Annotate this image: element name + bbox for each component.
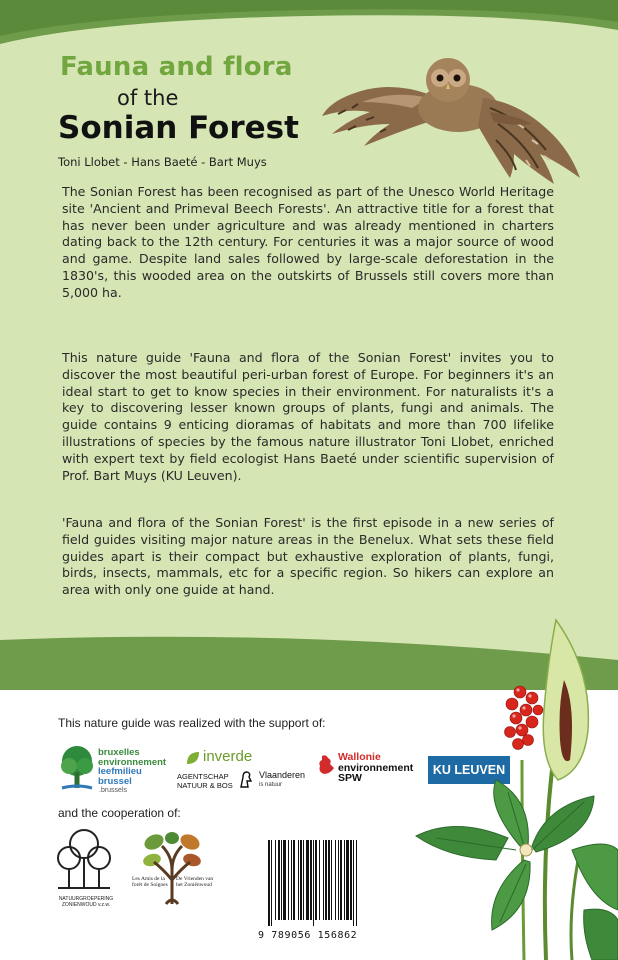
ku-leuven-logo: KU LEUVEN bbox=[428, 756, 510, 784]
nz-line-1: NATUURGROEPERING bbox=[58, 896, 114, 902]
rooster-icon bbox=[316, 754, 336, 776]
paragraph-3: 'Fauna and flora of the Sonian Forest' is the first episode in a new series of field guides visiting major nature areas in the Benelux. What sets these field guides apart is their compact but exhaustive exploration of plants, fungi, birds, insects, mammals, etc for a specific region. So hikers can explore an area with only one guide at hand. bbox=[62, 515, 554, 598]
anb-line-1: AGENTSCHAP bbox=[177, 772, 229, 781]
inverde-logo bbox=[177, 748, 307, 800]
natuurgroepering-text bbox=[54, 896, 118, 908]
brussels-line-4: brussel bbox=[98, 775, 132, 787]
tree-icon bbox=[58, 744, 96, 792]
barcode-bars bbox=[266, 840, 386, 926]
barcode bbox=[256, 836, 398, 948]
flemish-lion-icon bbox=[237, 769, 255, 789]
title-line-2: of the bbox=[117, 86, 179, 110]
wallonie-line-2: environnement bbox=[338, 761, 414, 774]
brussels-line-1: bruxelles bbox=[98, 747, 140, 758]
tree-leaves-icon bbox=[140, 830, 204, 906]
paragraph-2: This nature guide 'Fauna and flora of the Sonian Forest' invites you to discover the most beautiful peri-urban forest of Europe. For beginners it's an ideal start to get to know species in their environment. For naturalists it's a key to discovering lesser known groups of plants, fungi and animals. The guide contains 9 enticing dioramas of habitats and more than 700 lifelike illustrations of species by the famous nature illustrator Toni Llobet, enriched with expert text by field ecologist Hans Baeté under scientific supervision of Prof. Bart Muys (KU Leuven). bbox=[62, 350, 554, 483]
inverde-leaf-icon bbox=[185, 750, 201, 766]
brussels-environment-logo bbox=[58, 744, 188, 796]
cooperation-label: and the cooperation of: bbox=[58, 806, 181, 820]
anb-text bbox=[177, 772, 233, 790]
title-line-1: Fauna and flora bbox=[60, 52, 293, 82]
owl-illustration bbox=[318, 50, 590, 186]
arum-plant-illustration bbox=[396, 610, 618, 960]
amis-text-fr: Les Amis de la forêt de Soignes bbox=[132, 876, 168, 888]
authors: Toni Llobet - Hans Baeté - Bart Muys bbox=[58, 155, 267, 169]
inverde-wordmark: inverde bbox=[203, 748, 253, 765]
paragraph-1: The Sonian Forest has been recognised as part of the Unesco World Heritage site 'Ancient and Primeval Beech Forests'. An attractive title for a forest that has never been under agriculture and was already mentioned in charters dating back to the 12th century. For centuries it was a major source of wood and game. Despite land sales followed by large-scale deforestation in the 1830's, this wooded area on the outskirts of Brussels still covers more than 5,000 ha. bbox=[62, 184, 554, 300]
brussels-logo-text bbox=[98, 748, 166, 786]
brussels-line-3: leefmilieu bbox=[98, 766, 142, 777]
title-line-3: Sonian Forest bbox=[58, 110, 299, 146]
vlaanderen-subtext: is natuur bbox=[259, 782, 283, 788]
isbn-number: 9 789056 156862 bbox=[258, 930, 358, 941]
support-label: This nature guide was realized with the support of: bbox=[58, 716, 326, 730]
wallonie-line-1: Wallonie bbox=[338, 751, 381, 763]
amis-text-nl: De Vrienden van het Zoniënwoud bbox=[176, 876, 214, 888]
friends-of-forest-logo bbox=[132, 830, 212, 908]
natuurgroepering-logo bbox=[52, 826, 116, 906]
wallonie-line-3: SPW bbox=[338, 772, 362, 784]
anb-line-2: NATUUR & BOS bbox=[177, 781, 233, 790]
brussels-line-2: environnement bbox=[98, 756, 167, 768]
vlaanderen-text: Vlaanderen bbox=[259, 770, 306, 780]
trees-outline-icon bbox=[54, 826, 114, 894]
brussels-line-5: .brussels bbox=[99, 787, 128, 794]
nz-line-2: ZONIENWOUD v.z.w. bbox=[61, 902, 111, 908]
